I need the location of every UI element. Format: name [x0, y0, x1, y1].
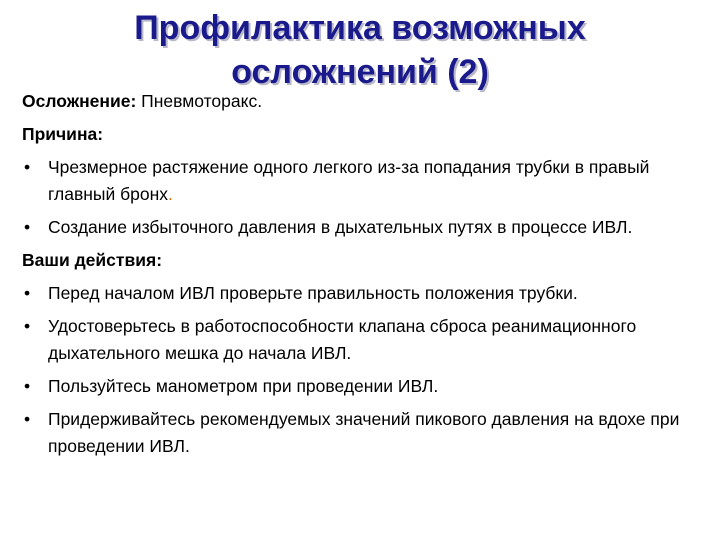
title-line-1: Профилактика возможных	[134, 9, 586, 47]
cause-item-text: Чрезмерное растяжение одного легкого из-за попадания трубки в правый главный бронх	[48, 157, 650, 204]
complication-label: Осложнение:	[22, 91, 137, 111]
list-item	[22, 373, 712, 400]
bullet-icon: •	[24, 409, 31, 429]
title-line-2: осложнений (2)	[231, 53, 489, 91]
list-item	[22, 280, 712, 307]
action-item-text: Пользуйтесь манометром при проведении ИВЛ.	[48, 376, 439, 396]
cause-heading	[22, 121, 712, 148]
list-item	[22, 313, 712, 367]
cause-item-suffix: .	[168, 184, 173, 204]
bullet-icon: •	[24, 376, 31, 396]
list-item	[22, 214, 712, 241]
action-item-text: Удостоверьтесь в работоспособности клапана сброса реанимационного дыхательного мешка до начала ИВЛ.	[48, 316, 637, 363]
actions-heading	[22, 247, 712, 274]
cause-item-text: Создание избыточного давления в дыхательных путях в процессе ИВЛ.	[48, 217, 633, 237]
actions-list	[22, 280, 712, 460]
bullet-icon: •	[24, 217, 31, 237]
cause-list	[22, 154, 712, 241]
slide-title	[0, 6, 720, 94]
action-item-text: Перед началом ИВЛ проверьте правильность положения трубки.	[48, 283, 578, 303]
bullet-icon: •	[24, 283, 31, 303]
complication-line	[22, 88, 712, 115]
cause-label: Причина:	[22, 124, 104, 144]
action-item-text: Придерживайтесь рекомендуемых значений пикового давления на вдохе при проведении ИВЛ.	[48, 409, 680, 456]
slide-content	[22, 88, 712, 466]
bullet-icon: •	[24, 316, 31, 336]
actions-label: Ваши действия:	[22, 250, 163, 270]
list-item	[22, 154, 712, 208]
bullet-icon: •	[24, 157, 31, 177]
list-item	[22, 406, 712, 460]
complication-value: Пневмоторакс.	[136, 91, 263, 111]
